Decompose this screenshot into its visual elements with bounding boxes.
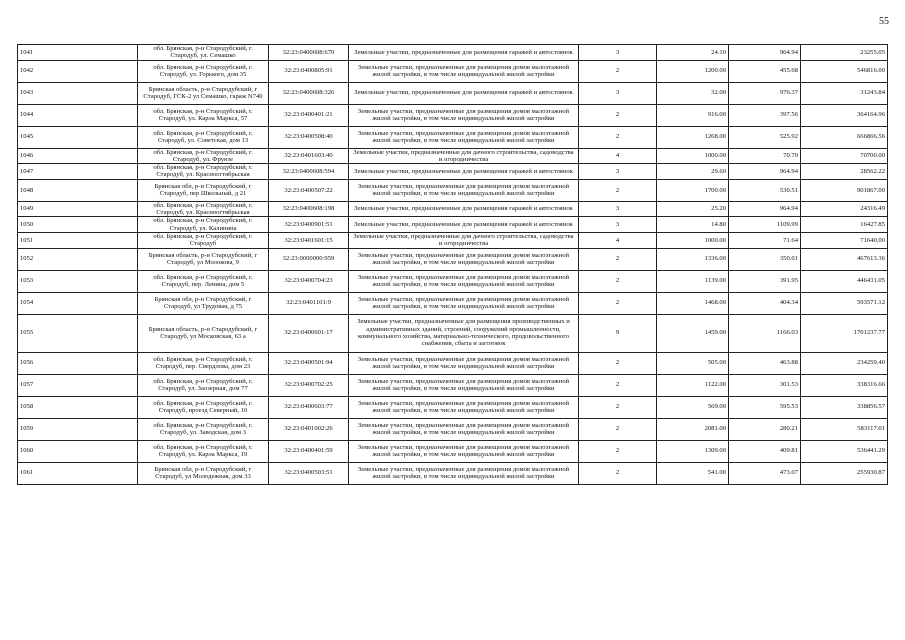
cadastral-number-cell: 32:23:0400608:326 [269,82,349,104]
unit-value-cell: 280.21 [729,418,801,440]
category-cell: 2 [579,104,657,126]
land-purpose-cell: Земельные участки, предназначенные для размещения гаражей и автостоянок [349,82,579,104]
category-cell: 3 [579,201,657,217]
category-cell: 2 [579,126,657,148]
category-cell: 2 [579,418,657,440]
unit-value-cell: 964.94 [729,164,801,180]
cadastral-number-cell: 32:23:0400608:594 [269,164,349,180]
unit-value-cell: 404.34 [729,292,801,314]
row-number: 1042 [18,60,138,82]
row-number: 1043 [18,82,138,104]
cadastral-number-cell: 32:23:0400501:94 [269,352,349,374]
land-purpose-cell: Земельные участки, предназначенные для размещения домов малоэтажной жилой застройки, в том числе индивидуальной жилой застройки [349,292,579,314]
cadastral-value-cell: 338856.57 [801,396,888,418]
address-cell: обл. Брянская, р-н Стародубский, г. Стародуб, пер. Свердлова, дом 23 [138,352,269,374]
area-cell: 541.00 [657,462,729,484]
address-cell: обл. Брянская, р-н Стародубский, г. Стародуб, ул. Фрунзе [138,148,269,164]
address-cell: Брянская обл, р-н Стародубский, г Стародуб, ул Трудовая, д 75 [138,292,269,314]
address-cell: обл. Брянская, р-н Стародубский, г. Стародуб, ул. Красноогтябрьская [138,164,269,180]
unit-value-cell: 350.01 [729,248,801,270]
row-number: 1052 [18,248,138,270]
table-row [18,179,888,201]
table-row [18,164,888,180]
address-cell: Брянская область, р-н Стародубский, г Стародуб, ГСК-2 ул Семашко, гараж N740 [138,82,269,104]
address-cell: обл. Брянская, р-н Стародубский, г. Стародуб, ул. Калинина [138,217,269,233]
land-purpose-cell: Земельные участки, предназначенные для размещения производственных и административных зданий, строений, сооружений промышленности, коммунального хозяйства, материально-технического, продовольственного снабжения, сбыта и заготовок [349,314,579,352]
land-purpose-cell: Земельные участки, предназначенные для размещения домов малоэтажной жилой застройки, в том числе индивидуальной жилой застройки [349,374,579,396]
unit-value-cell: 964.94 [729,201,801,217]
address-cell: обл. Брянская, р-н Стародубский, г. Стародуб, ул. Горького, дом 35 [138,60,269,82]
row-number: 1053 [18,270,138,292]
cadastral-number-cell: 32:23:0401603:40 [269,148,349,164]
table-row [18,314,888,352]
cadastral-number-cell: 32:23:0400401:59 [269,440,349,462]
area-cell: 1200.00 [657,60,729,82]
area-cell: 25.20 [657,201,729,217]
unit-value-cell: 473.07 [729,462,801,484]
unit-value-cell: 1166.03 [729,314,801,352]
cadastral-number-cell: 32:23:0400503:51 [269,462,349,484]
cadastral-number-cell: 32:23:0400601:17 [269,314,349,352]
category-cell: 2 [579,292,657,314]
table-row [18,248,888,270]
land-purpose-cell: Земельные участки, предназначенные для размещения домов малоэтажной жилой застройки, в том числе индивидуальной жилой застройки [349,248,579,270]
category-cell: 3 [579,164,657,180]
address-cell: обл. Брянская, р-н Стародубский, г. Стародуб, пер. Ленина, дом 5 [138,270,269,292]
area-cell: 1000.00 [657,232,729,248]
address-cell: Брянская обл, р-н Стародубский, г Стародуб, ул Молодежная, дом 33 [138,462,269,484]
category-cell: 9 [579,314,657,352]
row-number: 1055 [18,314,138,352]
unit-value-cell: 455.68 [729,60,801,82]
unit-value-cell: 964.94 [729,45,801,61]
row-number: 1059 [18,418,138,440]
area-cell: 569.00 [657,396,729,418]
unit-value-cell: 1109.99 [729,217,801,233]
category-cell: 4 [579,148,657,164]
land-purpose-cell: Земельные участки, предназначенные для размещения гаражей и автостоянок [349,164,579,180]
cadastral-value-cell: 71640.00 [801,232,888,248]
unit-value-cell: 301.53 [729,374,801,396]
address-cell: обл. Брянская, р-н Стародубский, г. Стародуб, ул. Советская, дом 13 [138,126,269,148]
address-cell: обл. Брянская, р-н Стародубский, г. Стародуб, ул. Заозерная, дом 77 [138,374,269,396]
registry-body [18,45,888,485]
land-purpose-cell: Земельные участки, предназначенные для размещения домов малоэтажной жилой застройки, в том числе индивидуальной жилой застройки [349,418,579,440]
land-purpose-cell: Земельные участки, предназначенные для размещения домов малоэтажной жилой застройки, в том числе индивидуальной жилой застройки [349,126,579,148]
area-cell: 29.60 [657,164,729,180]
table-row [18,45,888,61]
land-purpose-cell: Земельные участки, предназначенные для размещения домов малоэтажной жилой застройки, в том числе индивидуальной жилой застройки [349,179,579,201]
unit-value-cell: 525.92 [729,126,801,148]
table-row [18,292,888,314]
cadastral-value-cell: 31243.84 [801,82,888,104]
row-number: 1057 [18,374,138,396]
table-row [18,104,888,126]
table-row [18,148,888,164]
area-cell: 1459.00 [657,314,729,352]
row-number: 1054 [18,292,138,314]
address-cell: Брянская обл, р-н Стародубский, г Стародуб, пер Школьный, д 21 [138,179,269,201]
row-number: 1044 [18,104,138,126]
cadastral-value-cell: 16427.85 [801,217,888,233]
cadastral-value-cell: 593571.12 [801,292,888,314]
category-cell: 2 [579,462,657,484]
category-cell: 2 [579,270,657,292]
area-cell: 2081.00 [657,418,729,440]
land-purpose-cell: Земельные участки, предназначенные для размещения гаражей и автостоянок [349,201,579,217]
category-cell: 2 [579,60,657,82]
cadastral-value-cell: 446431.05 [801,270,888,292]
table-row [18,396,888,418]
table-row [18,462,888,484]
table-row [18,270,888,292]
area-cell: 1700.00 [657,179,729,201]
area-cell: 1336.00 [657,248,729,270]
cadastral-number-cell: 32:23:0401002:26 [269,418,349,440]
land-purpose-cell: Земельные участки, предназначенные для размещения гаражей и автостоянок [349,217,579,233]
address-cell: обл. Брянская, р-н Стародубский, г. Стародуб [138,232,269,248]
address-cell: обл. Брянская, р-н Стародубский, г. Стародуб, ул. Карла Маркса, 57 [138,104,269,126]
category-cell: 3 [579,45,657,61]
cadastral-number-cell: 32:23:0400608:198 [269,201,349,217]
cadastral-value-cell: 583117.01 [801,418,888,440]
cadastral-value-cell: 536441.29 [801,440,888,462]
table-row [18,126,888,148]
cadastral-number-cell: 32:23:0400702:25 [269,374,349,396]
land-purpose-cell: Земельные участки, предназначенные для размещения домов малоэтажной жилой застройки, в том числе индивидуальной жилой застройки [349,104,579,126]
category-cell: 4 [579,232,657,248]
cadastral-number-cell: 32:23:0400401:21 [269,104,349,126]
unit-value-cell: 463.88 [729,352,801,374]
address-cell: обл. Брянская, р-н Стародубский, г. Стародуб, ул. Карла Маркса, 19 [138,440,269,462]
row-number: 1058 [18,396,138,418]
area-cell: 24.10 [657,45,729,61]
land-purpose-cell: Земельные участки, предназначенные для размещения домов малоэтажной жилой застройки, в том числе индивидуальной жилой застройки [349,462,579,484]
table-row [18,201,888,217]
land-purpose-cell: Земельные участки, предназначенные для размещения гаражей и автостоянок [349,45,579,61]
land-purpose-cell: Земельные участки, предназначенные для дачного строительства, садоводства и огородничества [349,232,579,248]
land-purpose-cell: Земельные участки, предназначенные для размещения домов малоэтажной жилой застройки, в том числе индивидуальной жилой застройки [349,60,579,82]
row-number: 1060 [18,440,138,462]
row-number: 1050 [18,217,138,233]
address-cell: обл. Брянская, р-н Стародубский, г. Стародуб, ул. Заводская, дом 3 [138,418,269,440]
category-cell: 3 [579,82,657,104]
address-cell: Брянская область, р-н Стародубский, г Стародуб, ул Молокова, 9 [138,248,269,270]
category-cell: 2 [579,352,657,374]
row-number: 1056 [18,352,138,374]
category-cell: 2 [579,396,657,418]
row-number: 1047 [18,164,138,180]
table-row [18,374,888,396]
address-cell: обл. Брянская, р-н Стародубский, г. Стародуб, ул. Красноогтябрьская [138,201,269,217]
address-cell: Брянская область, р-н Стародубский, г Стародуб, ул Московская, 63 а [138,314,269,352]
unit-value-cell: 71.64 [729,232,801,248]
row-number: 1051 [18,232,138,248]
cadastral-value-cell: 467613.36 [801,248,888,270]
cadastral-value-cell: 338316.66 [801,374,888,396]
row-number: 1049 [18,201,138,217]
category-cell: 2 [579,374,657,396]
page-number: 55 [879,16,889,27]
row-number: 1041 [18,45,138,61]
cadastral-value-cell: 666866.56 [801,126,888,148]
area-cell: 1268.00 [657,126,729,148]
cadastral-number-cell: 32:23:0400901:51 [269,217,349,233]
area-cell: 1468.00 [657,292,729,314]
cadastral-number-cell: 32:23:0400608:670 [269,45,349,61]
category-cell: 3 [579,217,657,233]
table-row [18,352,888,374]
cadastral-number-cell: 32:23:0401601:15 [269,232,349,248]
cadastral-value-cell: 24316.49 [801,201,888,217]
cadastral-number-cell: 32:23:0401101:9 [269,292,349,314]
category-cell: 2 [579,179,657,201]
cadastral-value-cell: 546816.00 [801,60,888,82]
cadastral-value-cell: 901867.00 [801,179,888,201]
land-purpose-cell: Земельные участки, предназначенные для размещения домов малоэтажной жилой застройки, в том числе индивидуальной жилой застройки [349,270,579,292]
cadastral-value-cell: 364164.96 [801,104,888,126]
table-row [18,82,888,104]
table-row [18,418,888,440]
address-cell: обл. Брянская, р-н Стародубский, г. Стародуб, проезд Северный, 10 [138,396,269,418]
unit-value-cell: 409.81 [729,440,801,462]
table-row [18,232,888,248]
unit-value-cell: 70.70 [729,148,801,164]
row-number: 1046 [18,148,138,164]
cadastral-number-cell: 32:23:0000000:959 [269,248,349,270]
cadastral-value-cell: 70700.00 [801,148,888,164]
cadastral-number-cell: 32:23:0400507:22 [269,179,349,201]
area-cell: 14.80 [657,217,729,233]
unit-value-cell: 530.51 [729,179,801,201]
unit-value-cell: 397.56 [729,104,801,126]
area-cell: 1139.00 [657,270,729,292]
category-cell: 2 [579,440,657,462]
table-row [18,60,888,82]
cadastral-value-cell: 23255.05 [801,45,888,61]
cadastral-number-cell: 32:23:0400603:77 [269,396,349,418]
cadastral-value-cell: 255930.87 [801,462,888,484]
cadastral-number-cell: 32:23:0400805:91 [269,60,349,82]
cadastral-value-cell: 28562.22 [801,164,888,180]
unit-value-cell: 595.53 [729,396,801,418]
area-cell: 505.00 [657,352,729,374]
area-cell: 916.00 [657,104,729,126]
cadastral-number-cell: 32:23:0400508:40 [269,126,349,148]
land-plot-registry-table [17,44,888,485]
cadastral-value-cell: 234259.40 [801,352,888,374]
table-row [18,217,888,233]
area-cell: 32.00 [657,82,729,104]
area-cell: 1000.00 [657,148,729,164]
unit-value-cell: 391.95 [729,270,801,292]
cadastral-number-cell: 32:23:0400704:23 [269,270,349,292]
table-row [18,440,888,462]
land-purpose-cell: Земельные участки, предназначенные для размещения домов малоэтажной жилой застройки, в том числе индивидуальной жилой застройки [349,440,579,462]
row-number: 1045 [18,126,138,148]
address-cell: обл. Брянская, р-н Стародубский, г. Стародуб, ул. Семашко [138,45,269,61]
land-purpose-cell: Земельные участки, предназначенные для дачного строительства, садоводства и огородничества [349,148,579,164]
land-purpose-cell: Земельные участки, предназначенные для размещения домов малоэтажной жилой застройки, в том числе индивидуальной жилой застройки [349,352,579,374]
category-cell: 2 [579,248,657,270]
row-number: 1061 [18,462,138,484]
land-purpose-cell: Земельные участки, предназначенные для размещения домов малоэтажной жилой застройки, в том числе индивидуальной жилой застройки [349,396,579,418]
cadastral-value-cell: 1701237.77 [801,314,888,352]
area-cell: 1309.00 [657,440,729,462]
area-cell: 1122.00 [657,374,729,396]
unit-value-cell: 976.37 [729,82,801,104]
row-number: 1048 [18,179,138,201]
